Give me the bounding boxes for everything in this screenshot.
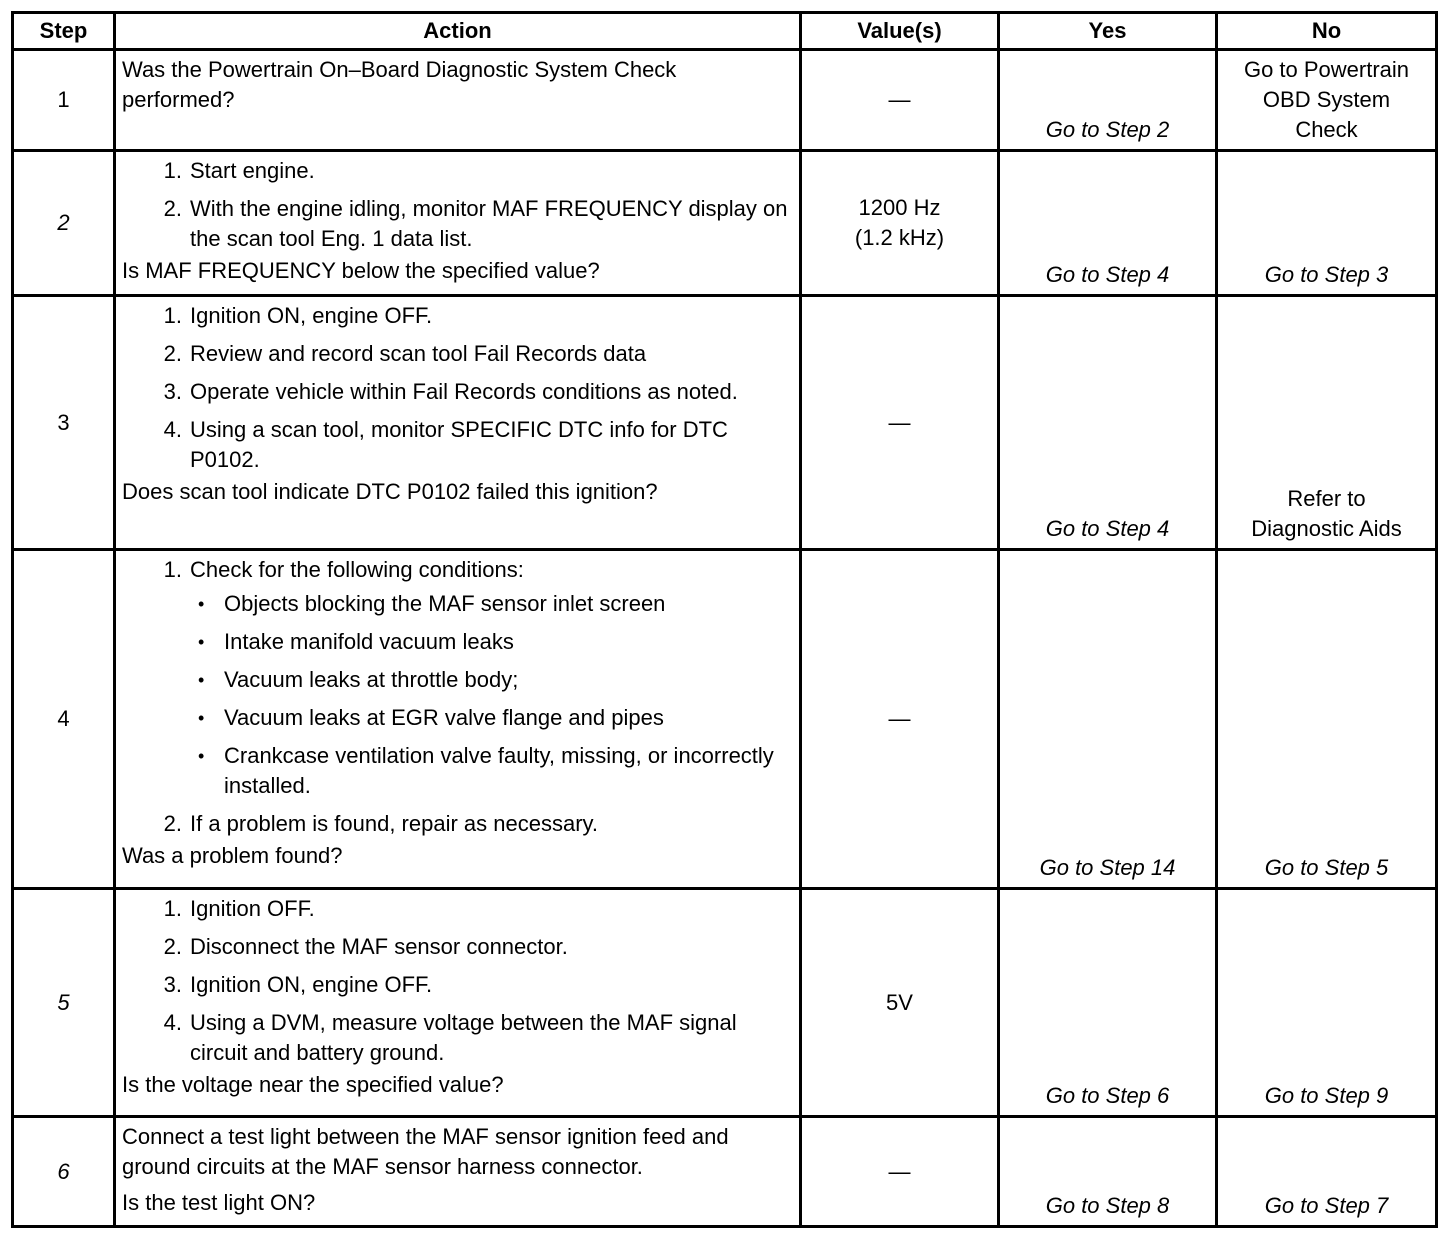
step-number: 5 — [13, 889, 115, 1117]
yes-link[interactable]: Go to Step 4 — [1045, 516, 1170, 541]
list-item: 4. Using a scan tool, monitor SPECIFIC DTC info for DTC P0102. — [163, 417, 728, 472]
table-row-step-4 — [13, 550, 1437, 889]
yes-cell — [999, 889, 1217, 1117]
no-link[interactable]: Go to Step 3 — [1264, 262, 1389, 287]
table-row-step-3 — [13, 296, 1437, 550]
bullet-item: • Objects blocking the MAF sensor inlet screen — [198, 591, 666, 616]
value-line: (1.2 kHz) — [854, 225, 945, 250]
value-cell: 5V — [801, 889, 999, 1117]
question-text: Was the Powertrain On–Board Diagnostic System Check performed? — [122, 57, 677, 112]
yes-link[interactable]: Go to Step 6 — [1045, 1083, 1170, 1108]
no-line: OBD System — [1262, 87, 1391, 112]
instruction-text: Connect a test light between the MAF sensor ignition feed and ground circuits at the MAF sensor harness connector. — [122, 1124, 729, 1179]
question-text: Is the voltage near the specified value? — [122, 1072, 504, 1097]
yes-cell — [999, 151, 1217, 296]
step-number: 3 — [13, 296, 115, 550]
value-cell: — — [801, 50, 999, 151]
value-cell: — — [801, 296, 999, 550]
list-item: 1. Ignition OFF. — [163, 896, 315, 921]
no-line: Go to Powertrain — [1243, 57, 1410, 82]
yes-cell — [999, 550, 1217, 889]
question-text: Was a problem found? — [122, 843, 343, 868]
yes-link[interactable]: Go to Step 8 — [1045, 1193, 1170, 1218]
diagnostic-table — [11, 11, 1438, 1228]
list-item: 3. Ignition ON, engine OFF. — [163, 972, 433, 997]
procedure-list — [122, 555, 793, 839]
procedure-list — [122, 156, 793, 254]
no-link[interactable]: Go to Step 9 — [1264, 1083, 1389, 1108]
bullet-item: • Vacuum leaks at throttle body; — [198, 667, 519, 692]
list-item: 3. Operate vehicle within Fail Records conditions as noted. — [163, 379, 738, 404]
action-cell — [115, 50, 801, 151]
no-cell — [1217, 1117, 1437, 1227]
no-link[interactable]: Go to Step 7 — [1264, 1193, 1389, 1218]
no-cell — [1217, 889, 1437, 1117]
yes-link[interactable]: Go to Step 2 — [1045, 117, 1170, 142]
value-cell: — — [801, 1117, 999, 1227]
list-item: 2. If a problem is found, repair as necessary. — [163, 811, 599, 836]
list-item: 2. With the engine idling, monitor MAF FREQUENCY display on the scan tool Eng. 1 data list. — [163, 196, 788, 251]
yes-cell — [999, 1117, 1217, 1227]
header-action: Action — [115, 13, 801, 50]
no-cell — [1217, 550, 1437, 889]
condition-list — [190, 589, 793, 801]
step-number: 2 — [13, 151, 115, 296]
step-number: 6 — [13, 1117, 115, 1227]
action-cell — [115, 151, 801, 296]
list-item: 2. Disconnect the MAF sensor connector. — [163, 934, 568, 959]
no-link[interactable]: Go to Step 5 — [1264, 855, 1389, 880]
list-item: 1. Check for the following conditions: • Objects blocking the MAF sensor inlet screen • Intake manifold vacuum leaks • Vacuum leaks at throttle body; • Vacuum leaks at EGR valve flange and pipes • Crankcase ventilation valve faulty, missing, or incorrectly installed. — [150, 555, 793, 801]
procedure-list — [122, 894, 793, 1068]
bullet-item: • Crankcase ventilation valve faulty, missing, or incorrectly installed. — [198, 743, 774, 798]
action-cell — [115, 1117, 801, 1227]
step-number: 1 — [13, 50, 115, 151]
header-yes: Yes — [999, 13, 1217, 50]
header-values: Value(s) — [801, 13, 999, 50]
question-text: Does scan tool indicate DTC P0102 failed this ignition? — [122, 479, 658, 504]
table-row-step-5 — [13, 889, 1437, 1117]
header-step: Step — [13, 13, 115, 50]
header-no: No — [1217, 13, 1437, 50]
header-row — [13, 13, 1437, 50]
action-cell — [115, 889, 801, 1117]
no-cell — [1217, 151, 1437, 296]
value-cell — [801, 151, 999, 296]
value-cell: — — [801, 550, 999, 889]
bullet-item: • Vacuum leaks at EGR valve flange and pipes — [198, 705, 664, 730]
list-item: 2. Review and record scan tool Fail Records data — [163, 341, 647, 366]
no-line: Check — [1295, 117, 1358, 142]
no-line: Diagnostic Aids — [1251, 516, 1402, 541]
table-row-step-1 — [13, 50, 1437, 151]
no-cell — [1217, 296, 1437, 550]
yes-cell — [999, 50, 1217, 151]
value-line: 1200 Hz — [858, 195, 941, 220]
step-number: 4 — [13, 550, 115, 889]
list-item: 1. Ignition ON, engine OFF. — [163, 303, 433, 328]
question-text: Is MAF FREQUENCY below the specified value? — [122, 258, 600, 283]
table-row-step-2 — [13, 151, 1437, 296]
yes-link[interactable]: Go to Step 4 — [1045, 262, 1170, 287]
bullet-item: • Intake manifold vacuum leaks — [198, 629, 514, 654]
no-line: Refer to — [1287, 486, 1366, 511]
action-cell — [115, 296, 801, 550]
yes-cell — [999, 296, 1217, 550]
yes-link[interactable]: Go to Step 14 — [1039, 855, 1176, 880]
list-item: 4. Using a DVM, measure voltage between the MAF signal circuit and battery ground. — [163, 1010, 737, 1065]
procedure-list — [122, 301, 793, 475]
action-cell — [115, 550, 801, 889]
table-row-step-6 — [13, 1117, 1437, 1227]
no-cell — [1217, 50, 1437, 151]
question-text: Is the test light ON? — [122, 1190, 316, 1215]
list-item: 1. Start engine. — [163, 158, 315, 183]
